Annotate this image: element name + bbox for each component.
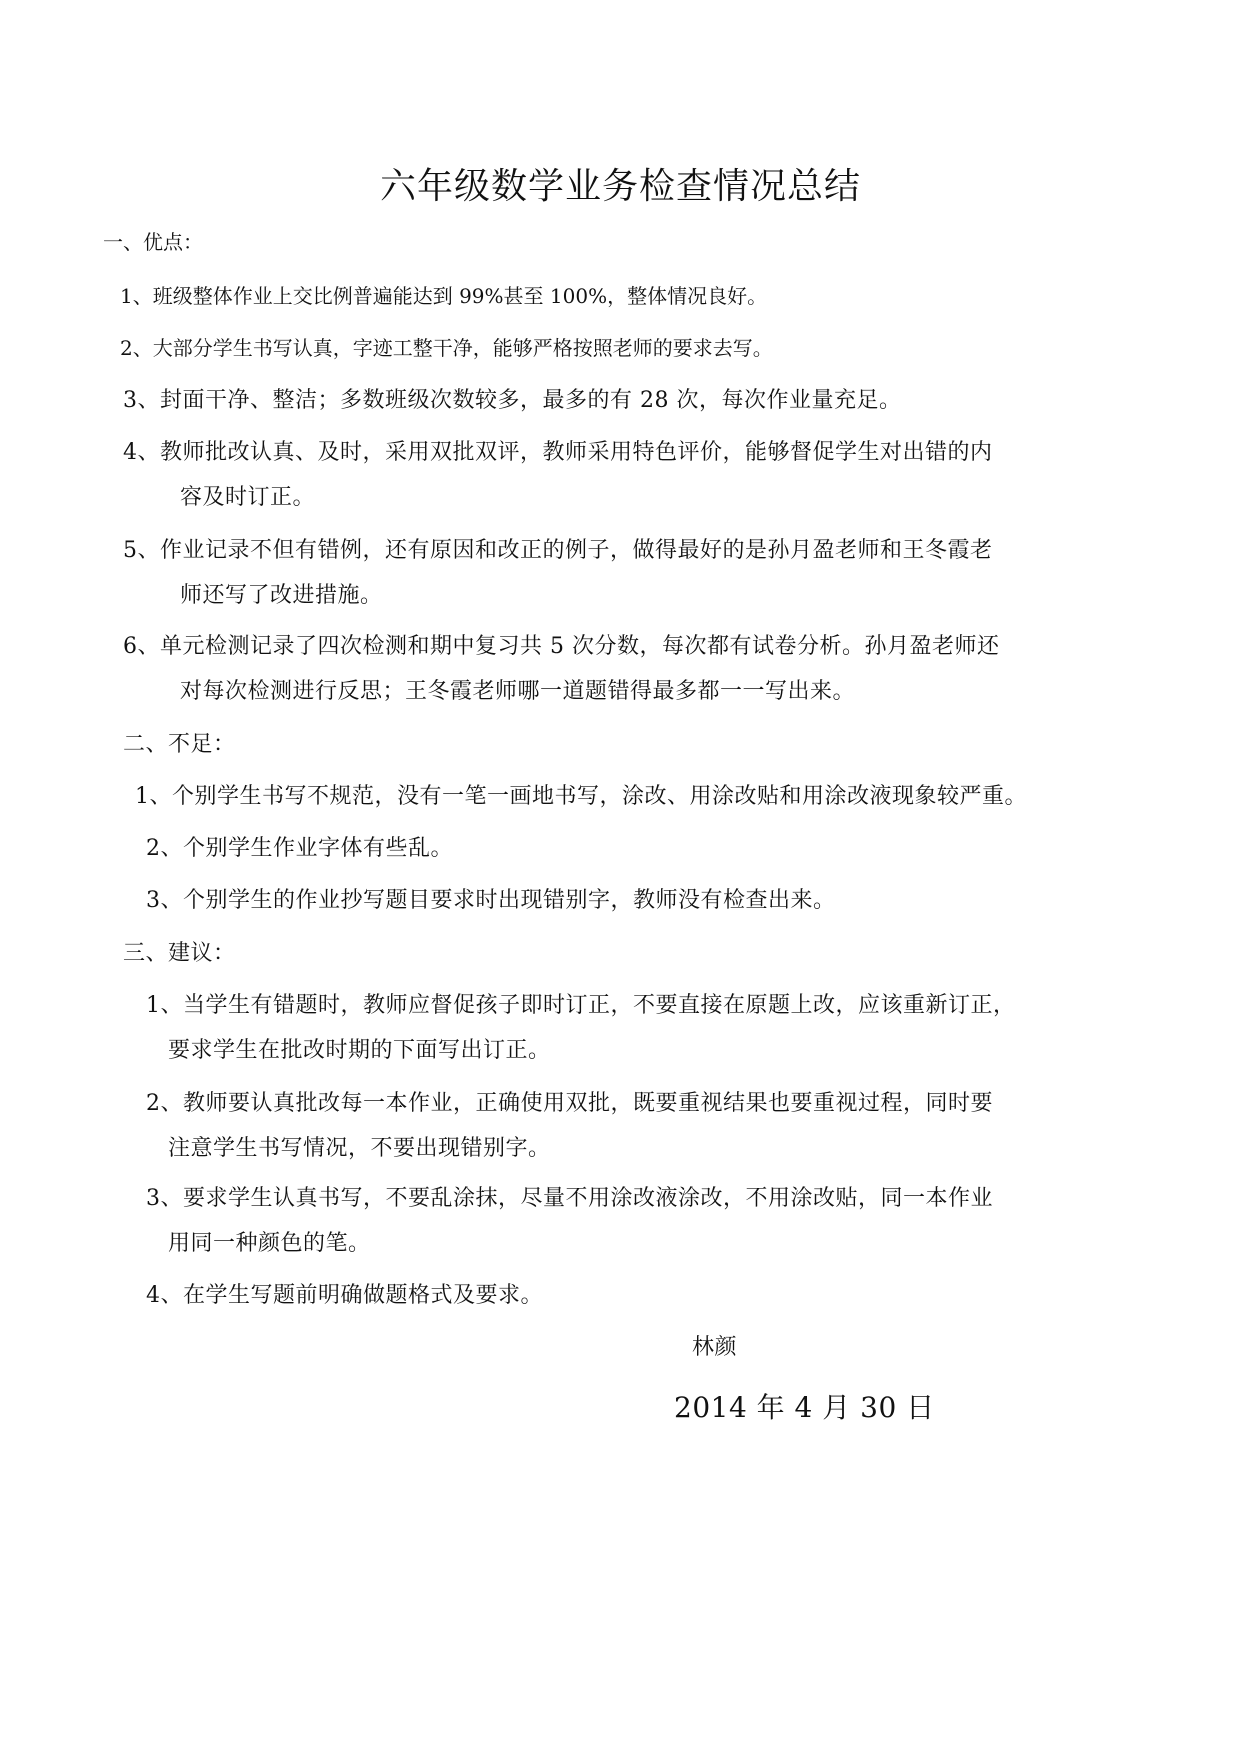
suggestion-item-2-line-2: 注意学生书写情况，不要出现错别字。 — [168, 1136, 551, 1161]
suggestion-item-2-line-1: 2、教师要认真批改每一本作业，正确使用双批，既要重视结果也要重视过程，同时要 — [146, 1091, 993, 1116]
section-heading-advantages: 一、优点： — [103, 230, 203, 254]
shortcoming-item-3: 3、个别学生的作业抄写题目要求时出现错别字，教师没有检查出来。 — [146, 888, 836, 913]
advantage-item-1: 1、班级整体作业上交比例普遍能达到 99%甚至 100%，整体情况良好。 — [120, 284, 768, 308]
advantage-item-5-line-1: 5、作业记录不但有错例，还有原因和改正的例子，做得最好的是孙月盈老师和王冬霞老 — [123, 538, 993, 563]
advantage-item-4-line-2: 容及时订正。 — [180, 485, 316, 510]
section-heading-suggestions: 三、建议： — [123, 941, 236, 966]
advantage-item-5-line-2: 师还写了改进措施。 — [180, 583, 383, 608]
suggestion-item-4: 4、在学生写题前明确做题格式及要求。 — [146, 1283, 543, 1308]
shortcoming-item-1: 1、个别学生书写不规范，没有一笔一画地书写，涂改、用涂改贴和用涂改液现象较严重。 — [135, 784, 1028, 809]
advantage-item-6-line-2: 对每次检测进行反思；王冬霞老师哪一道题错得最多都一一写出来。 — [180, 679, 856, 704]
suggestion-item-1-line-2: 要求学生在批改时期的下面写出订正。 — [168, 1038, 551, 1063]
section-heading-shortcomings: 二、不足： — [123, 732, 236, 757]
advantage-item-6-line-1: 6、单元检测记录了四次检测和期中复习共 5 次分数，每次都有试卷分析。孙月盈老师还 — [123, 634, 1000, 659]
advantage-item-2: 2、大部分学生书写认真，字迹工整干净，能够严格按照老师的要求去写。 — [120, 336, 773, 360]
suggestion-item-3-line-1: 3、要求学生认真书写，不要乱涂抹，尽量不用涂改液涂改，不用涂改贴，同一本作业 — [146, 1186, 993, 1211]
advantage-item-3: 3、封面干净、整洁；多数班级次数较多，最多的有 28 次，每次作业量充足。 — [123, 388, 902, 413]
document-title: 六年级数学业务检查情况总结 — [379, 166, 861, 207]
signature-date: 2014 年 4 月 30 日 — [674, 1391, 935, 1424]
suggestion-item-1-line-1: 1、当学生有错题时，教师应督促孩子即时订正，不要直接在原题上改，应该重新订正， — [146, 993, 1016, 1018]
suggestion-item-3-line-2: 用同一种颜色的笔。 — [168, 1231, 371, 1256]
advantage-item-4-line-1: 4、教师批改认真、及时，采用双批双评，教师采用特色评价，能够督促学生对出错的内 — [123, 440, 993, 465]
signature-name: 林颜 — [692, 1335, 738, 1360]
shortcoming-item-2: 2、个别学生作业字体有些乱。 — [146, 836, 453, 861]
